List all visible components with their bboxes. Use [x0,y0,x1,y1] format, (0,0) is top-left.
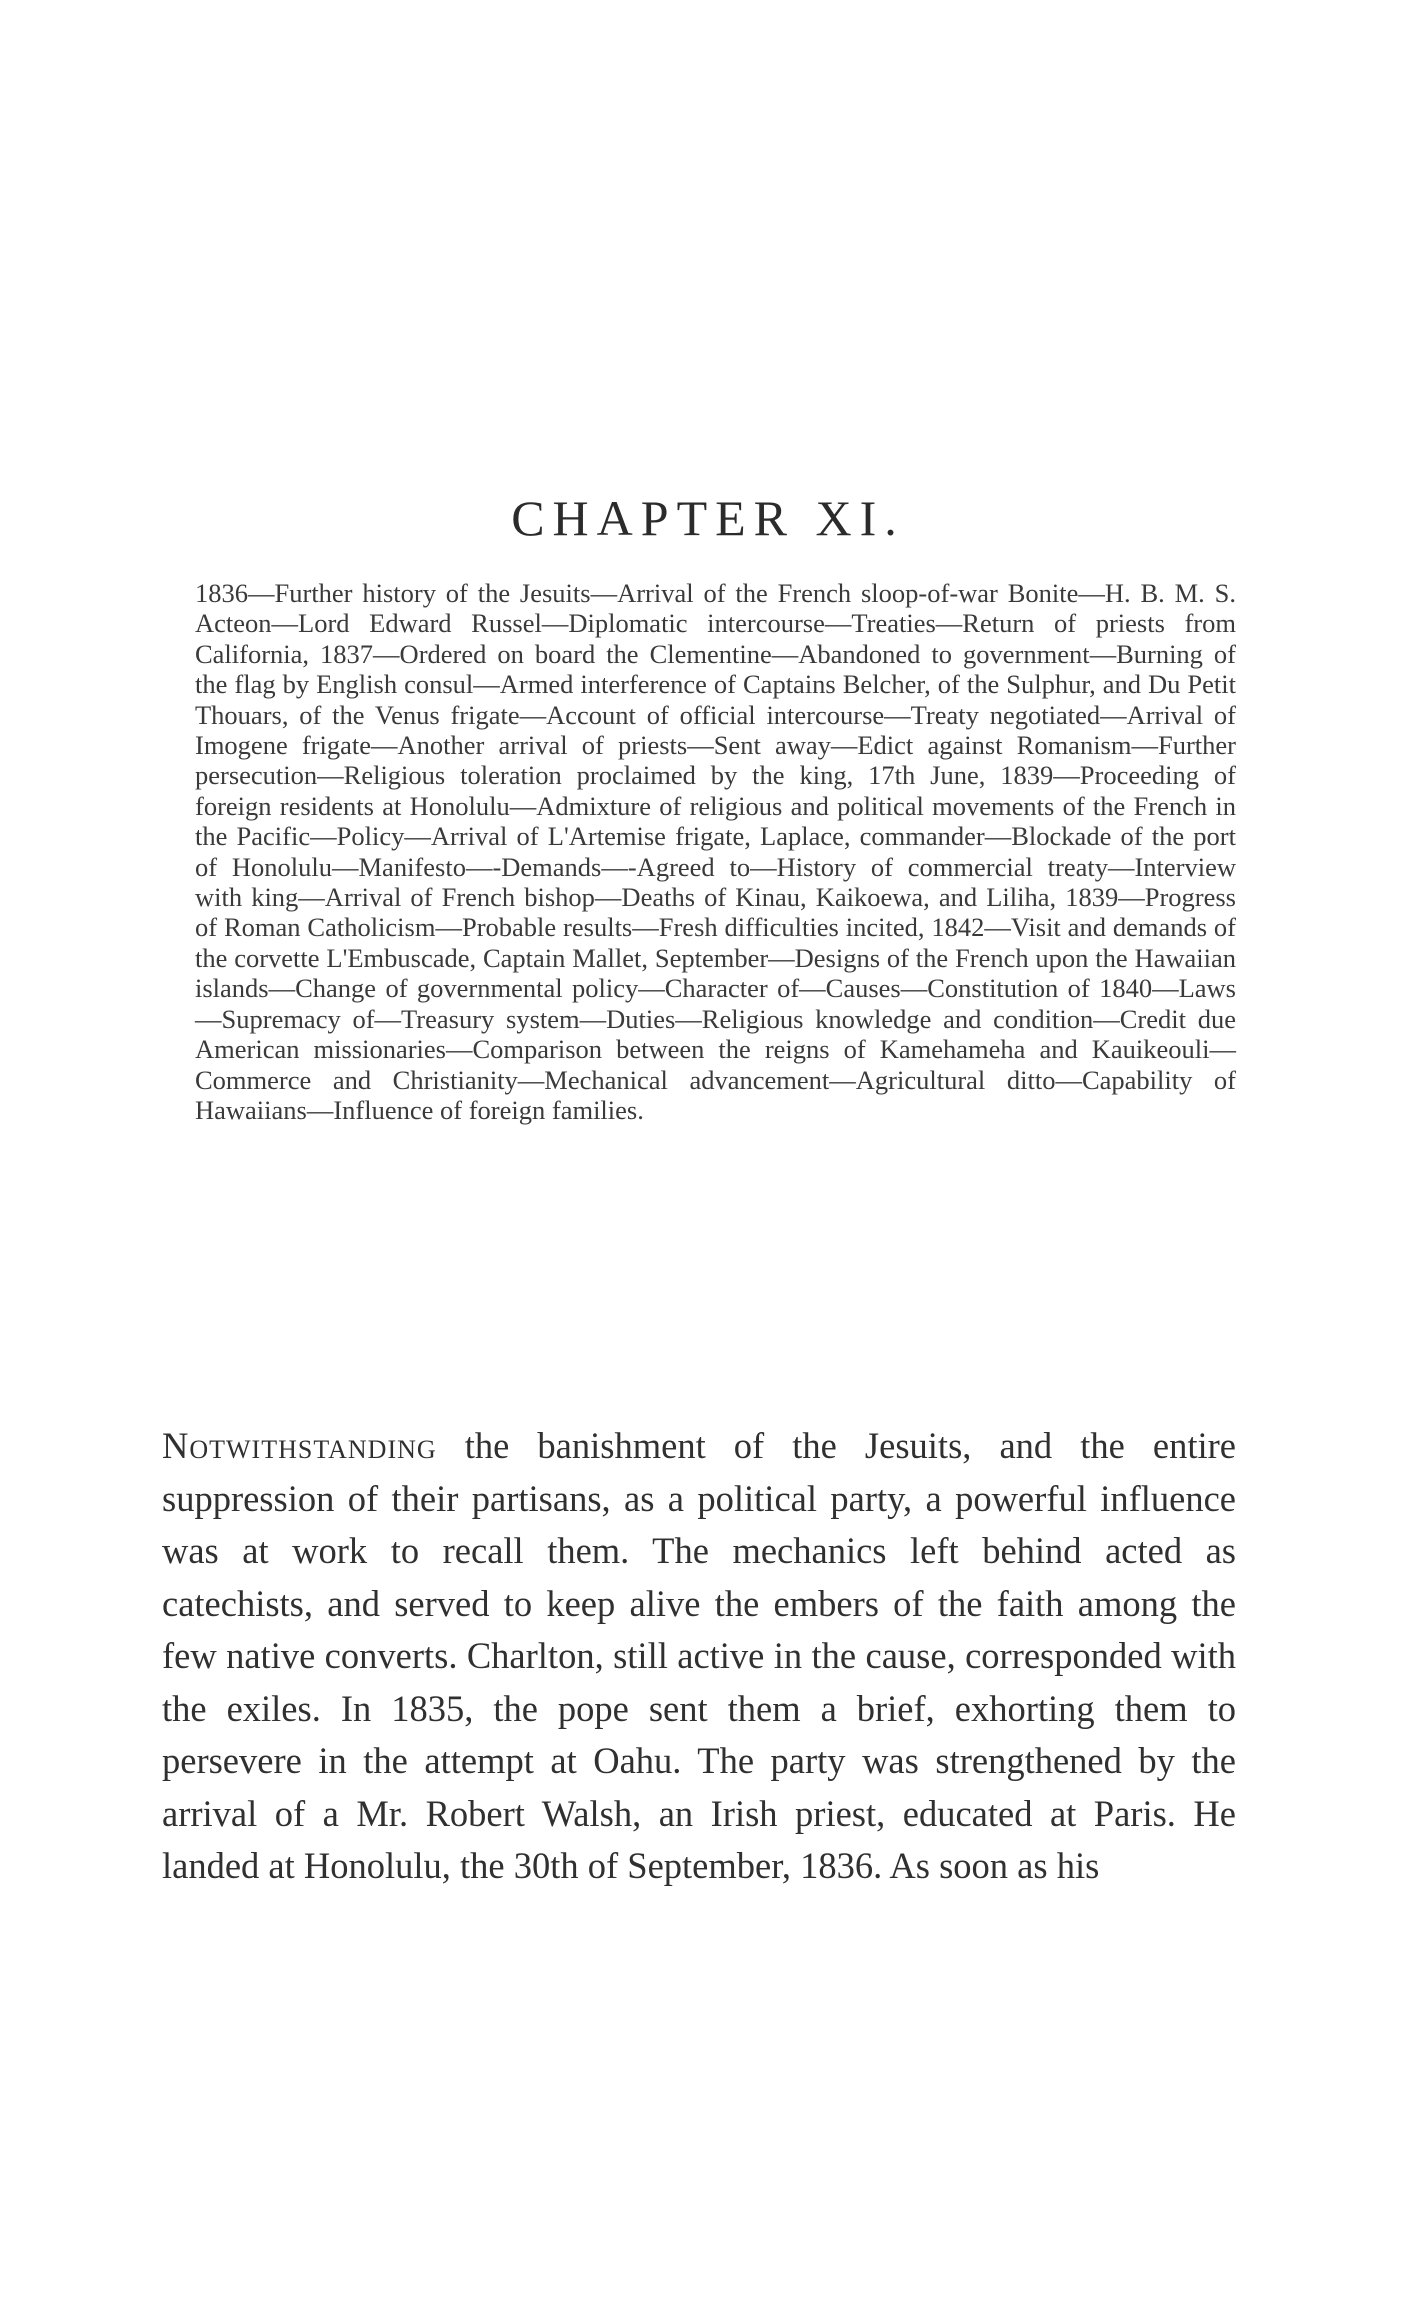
body-paragraph [162,1420,1236,1893]
chapter-title: CHAPTER XI. [511,490,905,546]
body-paragraph-text: the banishment of the Jesuits, and the entire suppression of their partisans, as a political party, a powerful influence was at work to recall them. The mechanics left behind acted as catechists, and served to keep alive the embers of the faith among the few native converts. Charlton, still active in the cause, corresponded with the exiles. In 1835, the pope sent them a brief, exhorting them to persevere in the attempt at Oahu. The party was strengthened by the arrival of a Mr. Robert Walsh, an Irish priest, educated at Paris. He landed at Honolulu, the 30th of September, 1836. As soon as his [162,1425,1236,1886]
chapter-summary: 1836—Further history of the Jesuits—Arrival of the French sloop-of-war Bonite—H. B. M. S. Acteon—Lord Edward Russel—Diplomatic intercourse—Treaties—Return of priests from California, 1837—Ordered on board the Clementine—Abandoned to government—Burning of the flag by English consul—Armed interference of Captains Belcher, of the Sulphur, and Du Petit Thouars, of the Venus frigate—Account of official intercourse—Treaty negotiated—Arrival of Imogene frigate—Another arrival of priests—Sent away—Edict against Romanism—Further persecution—Religious toleration proclaimed by the king, 17th June, 1839—Proceeding of foreign residents at Honolulu—Admixture of religious and political movements of the French in the Pacific—Policy—Arrival of L'Artemise frigate, Laplace, commander—Blockade of the port of Honolulu—Manifesto—-Demands—-Agreed to—History of commercial treaty—Interview with king—Arrival of French bishop—Deaths of Kinau, Kaikoewa, and Liliha, 1839—Progress of Roman Catholicism—Probable results—Fresh difficulties incited, 1842—Visit and demands of the corvette L'Embuscade, Captain Mallet, September—Designs of the French upon the Hawaiian islands—Change of governmental policy—Character of—Causes—Constitution of 1840—Laws—Supremacy of—Treasury system—Duties—Religious knowledge and condition—Credit due American missionaries—Comparison between the reigns of Kamehameha and Kauikeouli—Commerce and Christianity—Mechanical advancement—Agricultural ditto—Capability of Hawaiians—Influence of foreign families. [195,578,1236,1125]
lead-word: Notwithstanding [162,1425,437,1466]
